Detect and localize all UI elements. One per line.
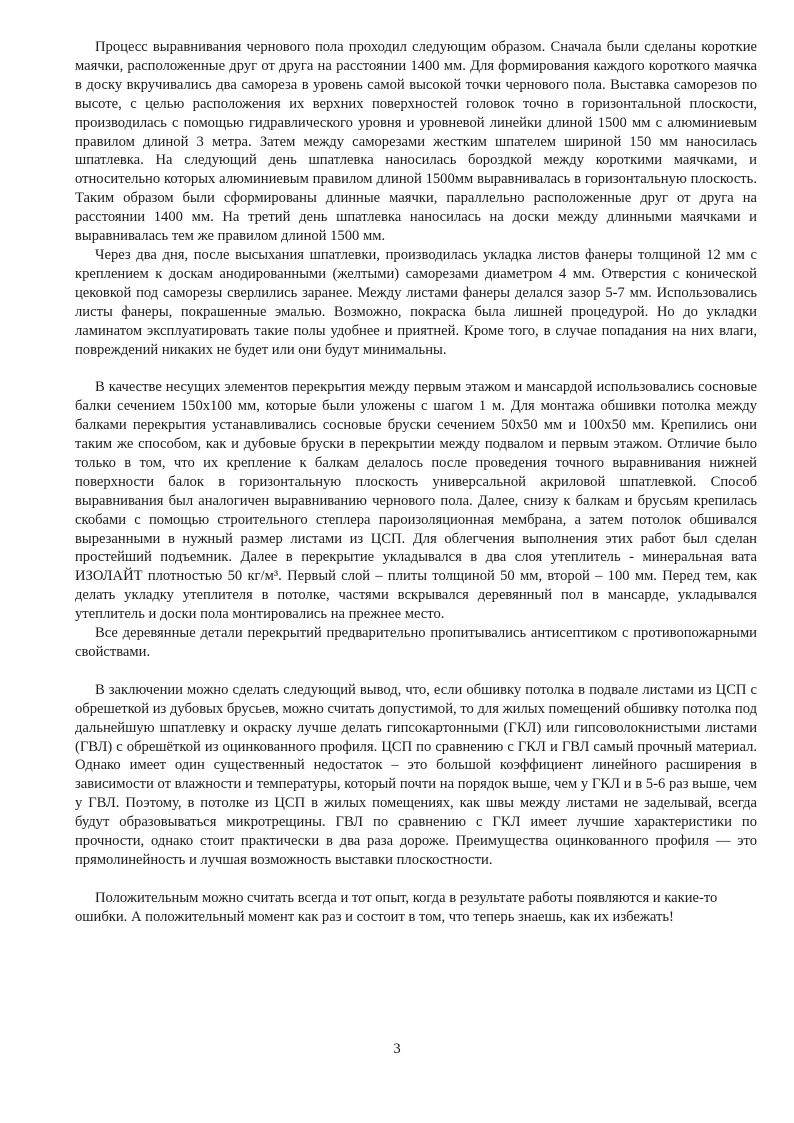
paragraph-spacer (75, 870, 757, 889)
paragraph-ceiling-structure: В качестве несущих элементов перекрытия между первым этажом и мансардой использовались сосновые балки сечением 150х100 мм, которые были уложены с шагом 1 м. Для монтажа обшивки потолка между балками перекрытия устанавливались сосновые бруски сечением 50х50 мм и 100х50 мм. Крепились они таким же способом, как и дубовые бруски в перекрытии между подвалом и первым этажом. Отличие было только в том, что их крепление к балкам делалось после проведения точного выравнивания нижней поверхности балок в горизонтальную плоскость универсальной акриловой шпатлевкой. Способ выравнивания был аналогичен выравниванию чернового пола. Далее, снизу к балкам и брусьям крепилась скобами с помощью строительного степлера пароизоляционная мембрана, а затем потолок обшивался вырезанными в нужный размер листами из ЦСП. Для облегчения выполнения этих работ был сделан простейший подъемник. Далее в перекрытие укладывался в два слоя утеплитель - минеральная вата ИЗОЛАЙТ плотностью 50 кг/м³. Первый слой – плиты толщиной 50 мм, второй – 100 мм. Перед тем, как делать укладку утеплителя в потолке, частями вскрывался деревянный пол в мансарде, укладывался утеплитель и доски пола монтировались на прежнее место. (75, 379, 757, 623)
page-number: 3 (393, 1041, 401, 1057)
paragraph-plywood-laying: Через два дня, после высыхания шпатлевки, производилась укладка листов фанеры толщиной 12 мм с креплением к доскам анодированными (желтыми) саморезами диаметром 4 мм. Отверстия с конической цековкой под саморезы сверлились заранее. Между листами фанеры делался зазор 5-7 мм. Использовались листы фанеры, покрашенные эмалью. Возможно, покраска была лишней процедурой. Но до укладки ламинатом эксплуатировать такие полы удобнее и приятней. Кроме того, в случае попадания на них влаги, повреждений никаких не будет или они будут минимальны. (75, 246, 757, 358)
document-page (75, 38, 757, 927)
paragraph-antiseptic: Все деревянные детали перекрытий предварительно пропитывались антисептиком с противопожарными свойствами. (75, 625, 757, 660)
paragraph-spacer (75, 359, 757, 378)
paragraph-spacer (75, 662, 757, 681)
paragraph-floor-leveling: Процесс выравнивания чернового пола проходил следующим образом. Сначала были сделаны короткие маячки, расположенные друг от друга на расстоянии 1400 мм. Для формирования каждого короткого маячка в доску вкручивались два самореза в уровень самой высокой точки чернового пола. Выставка саморезов по высоте, с целью расположения их верхних поверхностей головок точно в горизонтальной плоскости, производилась с помощью гидравлического уровня и уровневой линейки длиной 1500 мм с алюминиевым правилом длиной 3 метра. Затем между саморезами жестким шпателем шириной 150 мм наносилась шпатлевка. На следующий день шпатлевка наносилась бороздкой между короткими маячками, и относительно которых алюминиевым правилом длиной 1500мм выравнивалась в горизонтальную плоскость. Таким образом были сформированы длинные маячки, параллельно расположенные друг от друга на расстоянии 1400 мм. На третий день шпатлевка наносилась на доски между длинными маячками и выравнивалась тем же правилом длиной 1500 мм. (75, 39, 757, 245)
paragraph-final-thought: Положительным можно считать всегда и тот опыт, когда в результате работы появляются и какие-то ошибки. А положительный момент как раз и состоит в том, что теперь знаешь, как их избежать! (75, 889, 718, 925)
paragraph-conclusion: В заключении можно сделать следующий вывод, что, если обшивку потолка в подвале листами из ЦСП с обрешеткой из дубовых брусьев, можно считать допустимой, то для жилых помещений обшивку потолка под дальнейшую шпатлевку и окраску лучше делать гипсокартонными (ГКЛ) или гипсоволокнистыми листами (ГВЛ) с обрешёткой из оцинкованного профиля. ЦСП по сравнению с ГКЛ и ГВЛ самый прочный материал. Однако имеет один существенный недостаток – это большой коэффициент линейного расширения в зависимости от влажности и температуры, который почти на порядок выше, чем у ГКЛ и в 5-6 раз выше, чем у ГВЛ. Поэтому, в потолке из ЦСП в жилых помещениях, как швы между листами не заделывай, всегда будут образовываться микротрещины. ГВЛ по сравнению с ГКЛ имеет лучшие характеристики по прочности, однако стоит практически в два раза дороже. Преимущества оцинкованного профиля — это прямолинейность и лучшая возможность выставки плоскостности. (75, 681, 757, 868)
